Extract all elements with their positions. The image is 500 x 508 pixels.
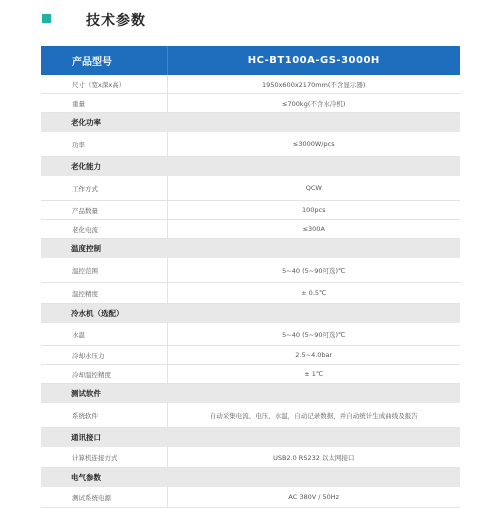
spec-label: 计算机连接方式 <box>41 447 167 468</box>
spec-value: AC 380V / 50Hz <box>167 487 460 508</box>
section-label: 电气参数 <box>41 468 460 488</box>
spec-value: 1950x600x2170mm(不含显示器) <box>167 75 460 94</box>
table-row <box>41 365 460 384</box>
spec-value: 100pcs <box>167 201 460 220</box>
spec-value: ≤300A <box>167 220 460 239</box>
section-row <box>41 428 460 448</box>
spec-label: 尺寸（宽x深x高） <box>41 75 167 94</box>
table-row <box>41 176 460 201</box>
spec-label: 水温 <box>41 323 167 346</box>
spec-label: 重量 <box>41 94 167 113</box>
section-row <box>41 468 460 488</box>
spec-value: ± 0.5℃ <box>167 283 460 304</box>
spec-value: 5~40 (5~90可选)℃ <box>167 258 460 283</box>
table-row <box>41 94 460 113</box>
spec-label: 冷却温控精度 <box>41 365 167 384</box>
spec-label: 温控范围 <box>41 258 167 283</box>
spec-value: ± 1℃ <box>167 365 460 384</box>
table-row <box>41 220 460 239</box>
section-marker-icon <box>42 14 51 23</box>
spec-label: 测试系统电源 <box>41 487 167 508</box>
spec-value: ≤700kg(不含水冷机) <box>167 94 460 113</box>
spec-label: 工作方式 <box>41 176 167 201</box>
spec-label: 产品数量 <box>41 201 167 220</box>
header-label: 产品型号 <box>41 46 167 75</box>
spec-value: 自动采集电流、电压、水温，自动记录数据，并自动统计生成曲线及报告 <box>167 403 460 428</box>
section-label: 测试软件 <box>41 384 460 404</box>
section-label: 冷水机（选配） <box>41 304 460 324</box>
section-label: 老化能力 <box>41 157 460 177</box>
table-row <box>41 75 460 94</box>
section-heading <box>0 0 500 46</box>
spec-label: 冷却水压力 <box>41 346 167 365</box>
spec-table <box>41 46 460 508</box>
table-row <box>41 283 460 304</box>
spec-label: 系统软件 <box>41 403 167 428</box>
table-row <box>41 487 460 508</box>
spec-value: USB2.0 RS232 以太网接口 <box>167 447 460 468</box>
table-row <box>41 201 460 220</box>
section-row <box>41 239 460 259</box>
table-header-row <box>41 46 460 75</box>
section-row <box>41 384 460 404</box>
spec-value: QCW <box>167 176 460 201</box>
table-row <box>41 447 460 468</box>
spec-label: 温控精度 <box>41 283 167 304</box>
section-title: 技术参数 <box>86 13 146 29</box>
section-row <box>41 113 460 133</box>
spec-value: ≤3000W/pcs <box>167 132 460 157</box>
section-row <box>41 157 460 177</box>
section-label: 老化功率 <box>41 113 460 133</box>
spec-label: 功率 <box>41 132 167 157</box>
spec-label: 老化电流 <box>41 220 167 239</box>
table-row <box>41 346 460 365</box>
table-row <box>41 258 460 283</box>
table-row <box>41 403 460 428</box>
table-row <box>41 132 460 157</box>
header-model-value: HC-BT100A-GS-3000H <box>167 46 460 75</box>
section-row <box>41 304 460 324</box>
spec-value: 5~40 (5~90可选)℃ <box>167 323 460 346</box>
table-row <box>41 323 460 346</box>
spec-value: 2.5~4.0bar <box>167 346 460 365</box>
section-label: 温度控制 <box>41 239 460 259</box>
section-label: 通讯接口 <box>41 428 460 448</box>
